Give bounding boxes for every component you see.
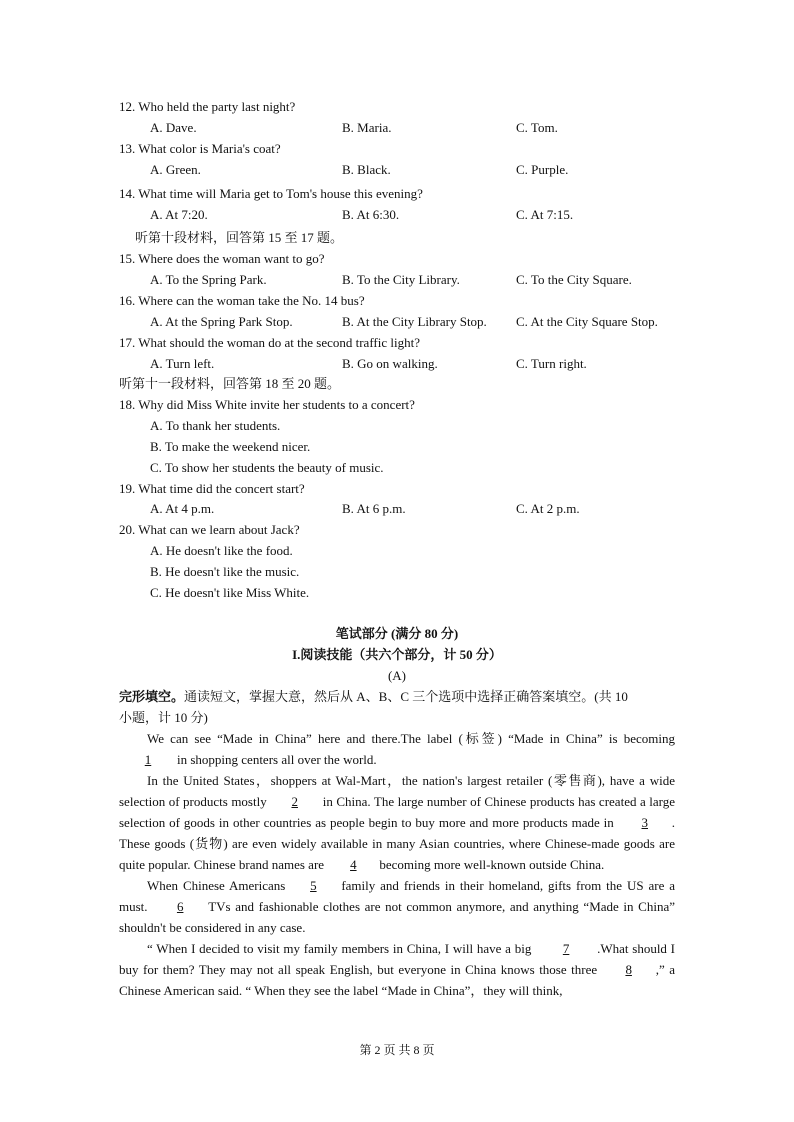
option-13-c: C. Purple. [516,162,569,177]
blank-3: 3 [641,815,648,830]
instruction-section-11: 听第十一段材料，回答第 18 至 20 题。 [119,376,341,391]
question-17: 17. What should the woman do at the second traffic light? [119,335,420,350]
question-12: 12. Who held the party last night? [119,99,296,114]
paragraph-4-text-c: ,” a Chinese American said. “ When they see the label “Made in China”，they will think, [119,962,676,998]
task-text: 通读短文，掌握大意，然后从 A、B、C 三个选项中选择正确答案填空。(共 10 [184,689,628,704]
paragraph-2-text-a: In the United States，shoppers at Wal-Mart，the nation's largest retailer (零售商), have a wide selection of products mostly [119,773,675,809]
option-19-c: C. At 2 p.m. [516,501,580,516]
option-12-c: C. Tom. [516,120,558,135]
option-15-c: C. To the City Square. [516,272,632,287]
written-part-heading: 笔试部分 (满分 80 分) [335,626,459,641]
blank-6: 6 [176,899,184,914]
option-12-a: A. Dave. [150,120,197,135]
cloze-passage [119,728,675,1001]
paragraph-2-text-d: becoming more well-known outside China. [379,857,605,872]
option-20-c: C. He doesn't like Miss White. [150,585,310,600]
blank-5: 5 [310,878,317,893]
paragraph-2-text-c: . These goods (货物) are even widely available in many Asian countries, where Chinese-made goods are quite popular. Chinese brand names are [119,815,675,872]
option-16-a: A. At the Spring Park Stop. [150,314,293,329]
option-12-b: B. Maria. [342,120,392,135]
option-20-a: A. He doesn't like the food. [150,543,293,558]
question-16: 16. Where can the woman take the No. 14 bus? [119,293,365,308]
part-label: (A) [387,668,407,683]
paragraph-3 [119,875,675,938]
paragraph-3-text-b: family and friends in their homeland, gifts from the US are a must. [119,878,676,914]
paragraph-1-text: We can see “Made in China” here and there.The label (标签) “Made in China” is becoming [147,731,675,746]
question-18: 18. Why did Miss White invite her students to a concert? [119,397,415,412]
task-label: 完形填空。 [119,689,185,704]
option-20-b: B. He doesn't like the music. [150,564,300,579]
option-13-a: A. Green. [150,162,201,177]
option-15-a: A. To the Spring Park. [150,272,267,287]
page-number-footer: 第 2 页 共 8 页 [359,1043,435,1057]
option-15-b: B. To the City Library. [342,272,460,287]
option-14-a: A. At 7:20. [150,207,208,222]
blank-1: 1 [144,752,152,767]
option-18-c: C. To show her students the beauty of music. [150,460,384,475]
option-16-b: B. At the City Library Stop. [342,314,487,329]
question-13: 13. What color is Maria's coat? [119,141,281,156]
task-instruction [119,686,675,728]
option-16-c: C. At the City Square Stop. [516,314,658,329]
blank-7: 7 [562,941,570,956]
question-20: 20. What can we learn about Jack? [119,522,300,537]
option-14-b: B. At 6:30. [342,207,400,222]
option-19-b: B. At 6 p.m. [342,501,406,516]
option-17-a: A. Turn left. [150,356,215,371]
paragraph-4-text-a: “ When I decided to visit my family members in China, I will have a big [147,941,532,956]
paragraph-4 [119,938,675,1001]
option-17-b: B. Go on walking. [342,356,438,371]
blank-8: 8 [625,962,632,977]
paragraph-2 [119,770,675,875]
paragraph-1 [119,728,675,770]
paragraph-3-text-c: TVs and fashionable clothes are not common anymore, and anything “Made in China” shouldn't be considered in any case. [119,899,675,935]
option-19-a: A. At 4 p.m. [150,501,215,516]
question-19: 19. What time did the concert start? [119,481,305,496]
blank-4: 4 [350,857,357,872]
paragraph-1-text-end: in shopping centers all over the world. [177,752,377,767]
reading-section-heading: I.阅读技能（共六个部分，计 50 分） [292,647,502,662]
option-14-c: C. At 7:15. [516,207,574,222]
option-17-c: C. Turn right. [516,356,587,371]
paragraph-4-text-b: .What should I buy for them? They may not all speak English, but everyone in China knows those three [119,941,676,977]
task-text-cont: 小题，计 10 分) [119,710,208,725]
question-14: 14. What time will Maria get to Tom's house this evening? [119,186,423,201]
blank-2: 2 [291,794,298,809]
instruction-section-10: 听第十段材料，回答第 15 至 17 题。 [135,230,344,245]
paragraph-2-text-b: in China. The large number of Chinese products has created a large selection of goods in other countries as people begin to buy more and more products made in [119,794,675,830]
option-18-b: B. To make the weekend nicer. [150,439,311,454]
option-13-b: B. Black. [342,162,391,177]
paragraph-3-text-a: When Chinese Americans [147,878,286,893]
question-15: 15. Where does the woman want to go? [119,251,325,266]
option-18-a: A. To thank her students. [150,418,281,433]
